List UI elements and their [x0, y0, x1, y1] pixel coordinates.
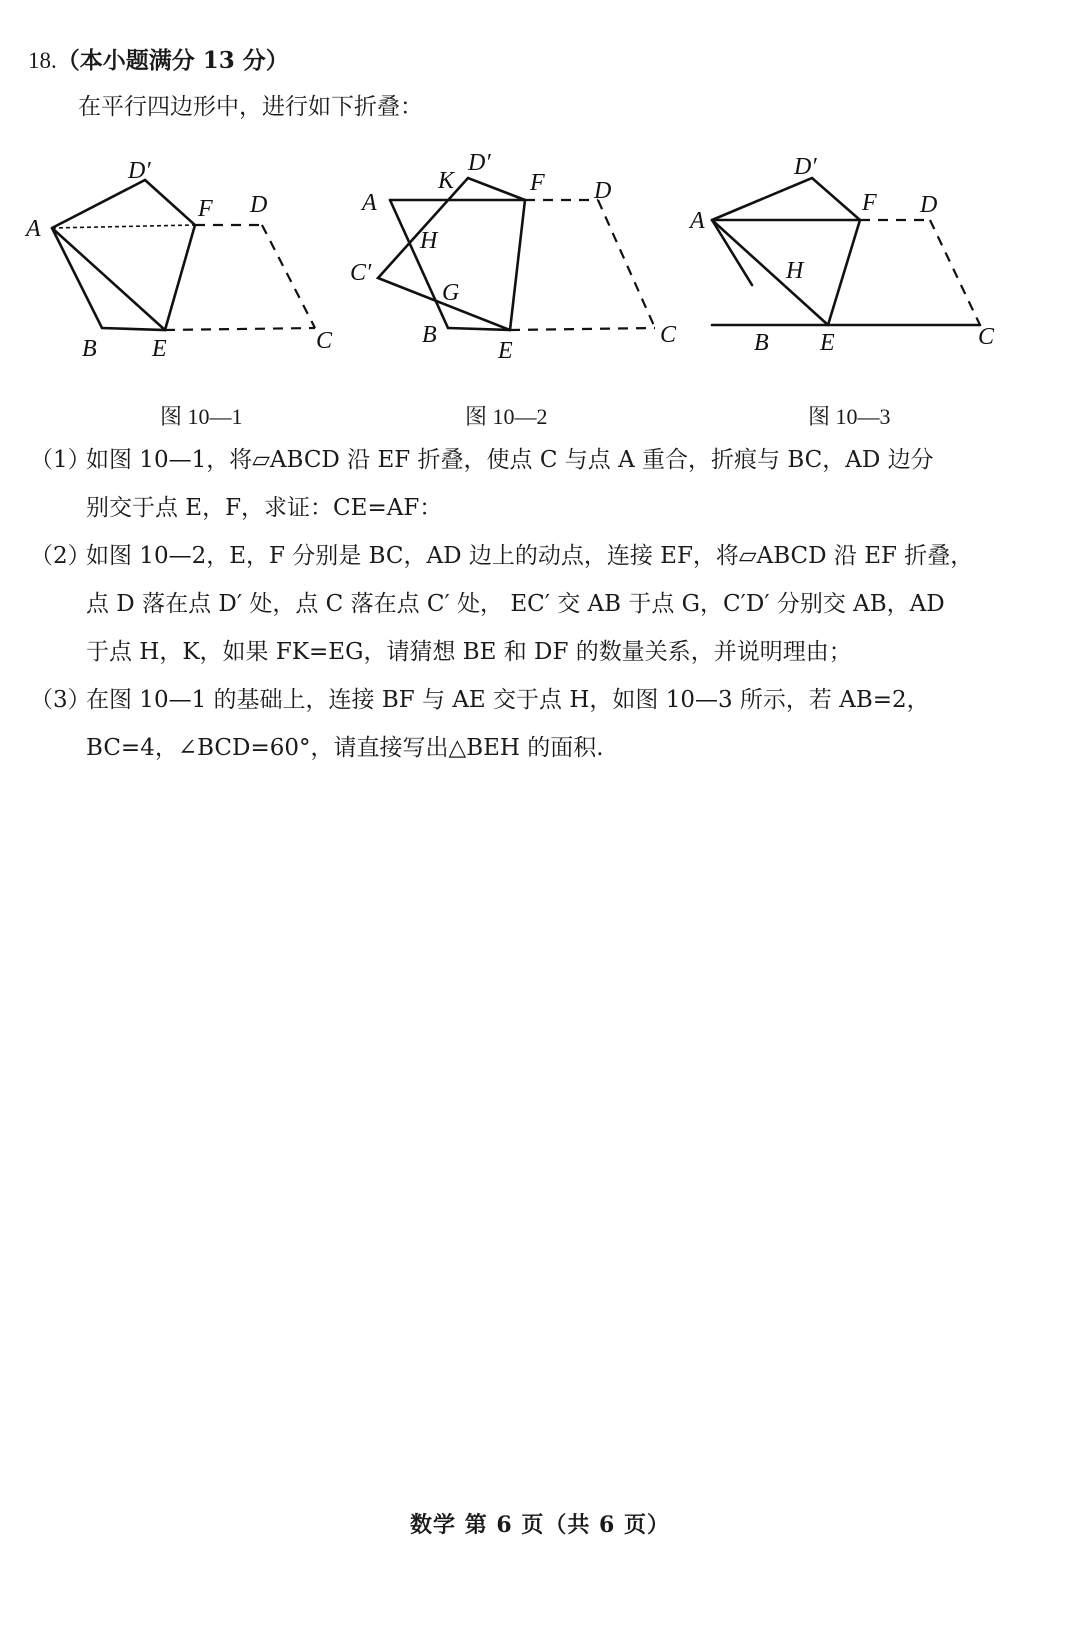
fig1-dash-ec — [165, 328, 315, 330]
question-intro: 在平行四边形中，进行如下折叠： — [78, 94, 423, 120]
part-3-line-1: 在图 10—1 的基础上，连接 BF 与 AE 交于点 H，如图 10—3 所示，若 AB=2， — [86, 687, 930, 713]
fig1-label-e: E — [152, 336, 167, 362]
figure-10-2-caption: 图 10—2 — [465, 404, 548, 429]
part-3 — [30, 676, 1040, 772]
part-1 — [30, 436, 1040, 532]
figure-10-1 — [20, 150, 340, 374]
fig1-label-a: A — [26, 216, 41, 242]
fig2-side-ab — [390, 200, 448, 328]
fig1-label-f: F — [198, 196, 213, 222]
fig1-label-c: C — [316, 328, 333, 354]
fig2-dash-dc — [598, 200, 655, 328]
fig3-label-d: D — [920, 192, 938, 218]
fig3-folded-part — [712, 178, 860, 220]
fig1-folded-pentagon — [52, 180, 195, 330]
score-note: （本小题满分 13 分） — [56, 47, 289, 74]
figure-10-2-drawing — [350, 150, 690, 370]
part-1-line-1: 如图 10—1，将▱ABCD 沿 EF 折叠，使点 C 与点 A 重合，折痕与 BC，AD 边分 — [86, 447, 934, 473]
fig2-label-dprime: D′ — [468, 150, 491, 176]
figure-10-2 — [350, 150, 690, 374]
fig2-crease-fe — [510, 200, 525, 330]
fig2-label-f: F — [530, 170, 545, 196]
part-2 — [30, 532, 1040, 676]
page-footer: 数学 第 6 页（共 6 页） — [410, 1512, 670, 1538]
fig2-label-g: G — [442, 280, 460, 306]
fig1-dash-dc — [262, 225, 315, 328]
fig2-label-b: B — [422, 322, 437, 348]
figure-10-3-caption: 图 10—3 — [808, 404, 891, 429]
fig3-label-dprime: D′ — [794, 154, 817, 180]
fig2-label-d: D — [594, 178, 612, 204]
part-1-line-2: 别交于点 E，F，求证：CE=AF： — [86, 495, 443, 521]
part-3-line-2: BC=4，∠BCD=60°，请直接写出△BEH 的面积. — [86, 735, 604, 761]
fig1-label-b: B — [82, 336, 97, 362]
part-2-line-2: 点 D 落在点 D′ 处，点 C 落在点 C′ 处， EC′ 交 AB 于点 G，C′D′ 分别交 AB，AD — [86, 591, 945, 617]
fig2-dash-ec — [510, 328, 655, 330]
question-number: 18. — [28, 48, 57, 73]
fig2-label-c: C — [660, 322, 677, 348]
figure-10-1-caption: 图 10—1 — [160, 404, 243, 429]
figure-10-1-drawing — [20, 150, 340, 370]
fig3-label-e: E — [820, 330, 835, 356]
fig3-crease-fe — [828, 220, 860, 325]
fig1-diagonal-ae — [52, 228, 165, 330]
fig2-label-k: K — [438, 168, 455, 194]
question-header — [28, 42, 289, 75]
fig3-label-f: F — [862, 190, 877, 216]
part-3-label: （3） — [30, 687, 91, 713]
fig1-label-dprime: D′ — [128, 158, 151, 184]
fig3-line-ae — [712, 220, 828, 325]
figure-10-3 — [690, 150, 1030, 374]
fig2-label-h: H — [420, 228, 438, 254]
fig2-label-e: E — [498, 338, 513, 364]
part-2-label: （2） — [30, 543, 91, 569]
fig3-label-a: A — [690, 208, 705, 234]
figure-10-3-drawing — [690, 150, 1030, 370]
fig2-side-be — [448, 328, 510, 330]
fig3-label-h: H — [786, 258, 804, 284]
fig3-label-b: B — [754, 330, 769, 356]
fig3-label-c: C — [978, 324, 995, 350]
part-2-line-3: 于点 H，K，如果 FK=EG，请猜想 BE 和 DF 的数量关系，并说明理由； — [86, 639, 852, 665]
part-2-line-1: 如图 10—2，E，F 分别是 BC，AD 边上的动点，连接 EF，将▱ABCD 沿 EF 折叠， — [86, 543, 974, 569]
fig1-line-af — [52, 225, 195, 228]
part-1-label: （1） — [30, 447, 91, 473]
fig1-label-d: D — [250, 192, 268, 218]
fig2-label-cprime: C′ — [350, 260, 372, 286]
fig2-label-a: A — [362, 190, 377, 216]
fig3-dash-dc — [930, 220, 980, 325]
